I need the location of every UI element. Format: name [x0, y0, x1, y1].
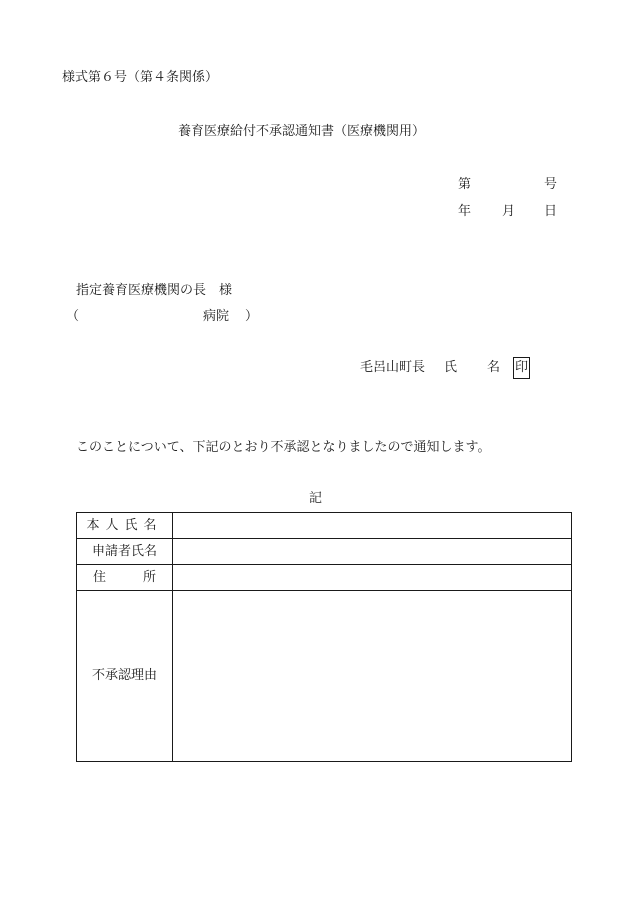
- hospital-paren-open: （: [66, 309, 80, 324]
- document-number-prefix: 第: [458, 177, 472, 192]
- applicant-value-cell: [173, 539, 572, 565]
- name-label: 本人氏名: [86, 517, 163, 533]
- address-label-1: 住: [93, 569, 107, 585]
- hospital-paren-close: ）: [245, 309, 259, 324]
- ki-heading: 記: [309, 491, 323, 506]
- date-month-label: 月: [502, 204, 516, 219]
- address-label-cell: [77, 565, 173, 591]
- issuer-title: 毛呂山町長: [360, 360, 426, 375]
- name-value-cell: [173, 513, 572, 539]
- table-row-name: [77, 513, 572, 539]
- date-year-label: 年: [458, 204, 472, 219]
- address-label-2: 所: [142, 569, 156, 585]
- issuer-name-label-1: 氏: [444, 360, 458, 375]
- name-label-cell: [77, 513, 173, 539]
- form-number: 様式第６号（第４条関係）: [62, 70, 219, 85]
- seal-mark: 印: [513, 357, 530, 379]
- table-row-address: [77, 565, 572, 591]
- date-day-label: 日: [544, 204, 558, 219]
- applicant-label: 申請者氏名: [91, 543, 157, 559]
- reason-label: 不承認理由: [91, 668, 157, 683]
- reason-value-cell: [173, 591, 572, 762]
- issuer-name-label-2: 名: [487, 360, 501, 375]
- applicant-label-cell: [77, 539, 173, 565]
- document-title: 養育医療給付不承認通知書（医療機関用）: [178, 124, 426, 139]
- address-value-cell: [173, 565, 572, 591]
- notice-body-text: このことについて、下記のとおり不承認となりましたので通知します。: [76, 440, 491, 455]
- document-number-suffix: 号: [544, 177, 558, 192]
- record-table: [76, 512, 572, 762]
- table-row-reason: [77, 591, 572, 762]
- hospital-suffix: 病院: [203, 309, 230, 324]
- recipient-line: 指定養育医療機関の長 様: [76, 283, 233, 298]
- reason-label-cell: [77, 591, 173, 762]
- table-row-applicant: [77, 539, 572, 565]
